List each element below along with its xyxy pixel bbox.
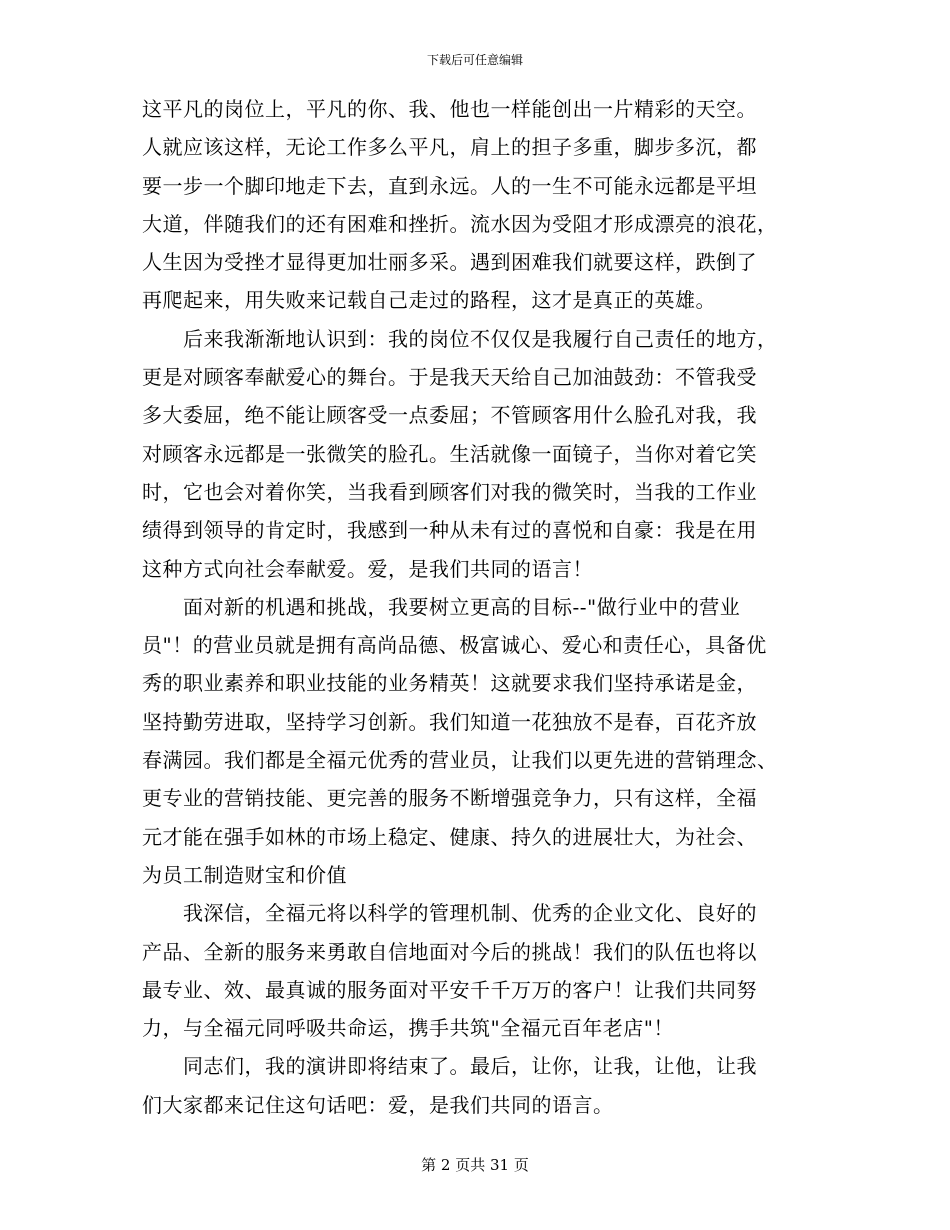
text-line: 这种方式向社会奉献爱。爱，是我们共同的语言！ [142, 556, 593, 581]
text-line: 力，与全福元同呼吸共命运，携手共筑"全福元百年老店"！ [142, 1016, 674, 1041]
text-line: 们大家都来记住这句话吧：爱，是我们共同的语言。 [142, 1092, 614, 1117]
text-line: 这平凡的岗位上，平凡的你、我、他也一样能创出一片精彩的天空。 [142, 97, 757, 121]
text-line: 大道，伴随我们的还有困难和挫折。流水因为受阻才形成漂亮的浪花， [142, 211, 778, 236]
text-line: 再爬起来，用失败来记载自己走过的路程，这才是真正的英雄。 [142, 288, 716, 313]
text-line: 产品、全新的服务来勇敢自信地面对今后的挑战！我们的队伍也将以 [142, 939, 757, 964]
text-line: 秀的职业素养和职业技能的业务精英！这就要求我们坚持承诺是金， [142, 671, 757, 696]
page-header: 下载后可任意编辑 [426, 53, 523, 67]
text-line: 对顾客永远都是一张微笑的脸孔。生活就像一面镜子，当你对着它笑 [142, 441, 757, 466]
text-line: 面对新的机遇和挑战，我要树立更高的目标--"做行业中的营业 [142, 594, 741, 619]
text-line: 后来我渐渐地认识到：我的岗位不仅仅是我履行自己责任的地方， [142, 326, 778, 351]
document-body [142, 90, 810, 1124]
text-line: 更是对顾客奉献爱心的舞台。于是我天天给自己加油鼓劲：不管我受 [142, 365, 757, 390]
text-line: 时，它也会对着你笑，当我看到顾客们对我的微笑时，当我的工作业 [142, 479, 757, 504]
text-line: 春满园。我们都是全福元优秀的营业员，让我们以更先进的营销理念、 [142, 748, 778, 773]
text-line: 为员工制造财宝和价值 [142, 862, 347, 887]
text-line: 要一步一个脚印地走下去，直到永远。人的一生不可能永远都是平坦 [142, 173, 757, 198]
text-line: 我深信，全福元将以科学的管理机制、优秀的企业文化、良好的 [142, 901, 757, 926]
text-line: 坚持勤劳进取，坚持学习创新。我们知道一花独放不是春，百花齐放 [142, 709, 757, 734]
page-footer: 第 2 页共 31 页 [421, 1156, 529, 1174]
text-line: 员"！的营业员就是拥有高尚品德、极富诚心、爱心和责任心，具备优 [142, 633, 767, 658]
text-line: 元才能在强手如林的市场上稳定、健康、持久的进展壮大，为社会、 [142, 824, 757, 849]
text-line: 同志们，我的演讲即将结束了。最后，让你，让我，让他，让我 [142, 1054, 757, 1079]
text-line: 多大委屈，绝不能让顾客受一点委屈；不管顾客用什么脸孔对我，我 [142, 403, 757, 428]
text-line: 绩得到领导的肯定时，我感到一种从未有过的喜悦和自豪：我是在用 [142, 518, 757, 543]
text-line: 人生因为受挫才显得更加壮丽多采。遇到困难我们就要这样，跌倒了 [142, 250, 757, 275]
text-line: 最专业、效、最真诚的服务面对平安千千万万的客户！让我们共同努 [142, 977, 757, 1002]
text-line: 更专业的营销技能、更完善的服务不断增强竞争力，只有这样，全福 [142, 786, 757, 811]
text-line: 人就应该这样，无论工作多么平凡，肩上的担子多重，脚步多沉，都 [142, 135, 757, 160]
